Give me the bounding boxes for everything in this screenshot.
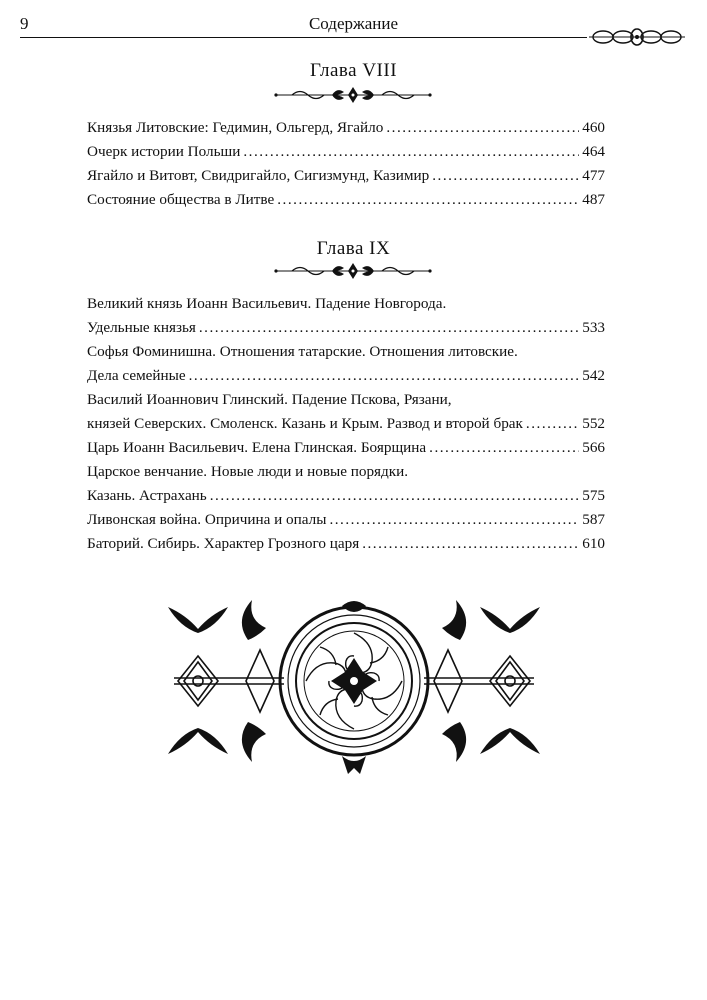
toc-entry-page: 587 (582, 511, 605, 528)
toc-entry-title-line1: Царское венчание. Новые люди и новые порядки. (87, 463, 409, 480)
toc-entry-title: Князья Литовские: Гедимин, Ольгерд, Ягайло (87, 119, 384, 136)
toc-entry[interactable] (87, 116, 605, 140)
toc-entry-page: 464 (582, 143, 605, 160)
toc-chapter-8 (87, 116, 605, 212)
toc-chapter-9 (87, 292, 605, 556)
header-rule (20, 37, 587, 38)
toc-entry[interactable] (87, 164, 605, 188)
toc-entry-page: 552 (582, 415, 605, 432)
toc-entry[interactable] (87, 532, 605, 556)
toc-entry-title-line1: Софья Фоминишна. Отношения татарские. Отношения литовские. (87, 343, 518, 360)
chapter-divider-icon (272, 262, 434, 280)
toc-entry-title-line1: Василий Иоаннович Глинский. Падение Пскова, Рязани, (87, 391, 452, 408)
page-number: 9 (20, 14, 29, 33)
toc-entry-title: Ягайло и Витовт, Свидригайло, Сигизмунд, Казимир (87, 167, 430, 184)
toc-entry[interactable] (87, 340, 605, 388)
dot-leader (243, 140, 579, 164)
dot-leader (199, 316, 579, 340)
dot-leader (429, 436, 579, 460)
dot-leader (189, 364, 580, 388)
toc-entry[interactable] (87, 292, 605, 340)
running-header (20, 12, 687, 38)
chapter-divider-icon (272, 86, 434, 104)
toc-entry-page: 477 (582, 167, 605, 184)
toc-entry-page: 542 (582, 367, 605, 384)
toc-entry-title-line1: Великий князь Иоанн Васильевич. Падение Новгорода. (87, 295, 447, 312)
chapter-heading: Глава VIII (309, 60, 398, 81)
dot-leader (386, 116, 579, 140)
toc-entry[interactable] (87, 388, 605, 436)
toc-entry-title: Удельные князья (87, 319, 196, 336)
chapter-heading: Глава IX (316, 238, 391, 259)
toc-entry-title: Очерк истории Польши (87, 143, 241, 160)
toc-entry-title: Ливонская война. Опричина и опалы (87, 511, 327, 528)
running-title: Содержание (308, 14, 399, 33)
toc-entry-page: 533 (582, 319, 605, 336)
toc-entry-title: князей Северских. Смоленск. Казань и Крым. Развод и второй брак (87, 415, 523, 432)
toc-entry-page: 575 (582, 487, 605, 504)
toc-entry-page: 487 (582, 191, 605, 208)
dot-leader (362, 532, 579, 556)
toc-entry[interactable] (87, 140, 605, 164)
dot-leader (277, 188, 579, 212)
toc-entry[interactable] (87, 460, 605, 508)
dot-leader (329, 508, 579, 532)
toc-entry-page: 566 (582, 439, 605, 456)
dot-leader (432, 164, 579, 188)
toc-entry-title: Царь Иоанн Васильевич. Елена Глинская. Боярщина (87, 439, 427, 456)
toc-entry[interactable] (87, 188, 605, 212)
toc-entry[interactable] (87, 508, 605, 532)
toc-entry-title: Казань. Астрахань (87, 487, 207, 504)
toc-entry-title: Дела семейные (87, 367, 186, 384)
toc-entry-title: Состояние общества в Литве (87, 191, 275, 208)
header-ornament-icon (589, 27, 685, 47)
toc-entry[interactable] (87, 436, 605, 460)
toc-entry-page: 460 (582, 119, 605, 136)
dot-leader (526, 412, 579, 436)
dot-leader (210, 484, 579, 508)
toc-entry-page: 610 (582, 535, 605, 552)
decorative-ornament-icon (156, 578, 552, 788)
toc-entry-title: Баторий. Сибирь. Характер Грозного царя (87, 535, 360, 552)
